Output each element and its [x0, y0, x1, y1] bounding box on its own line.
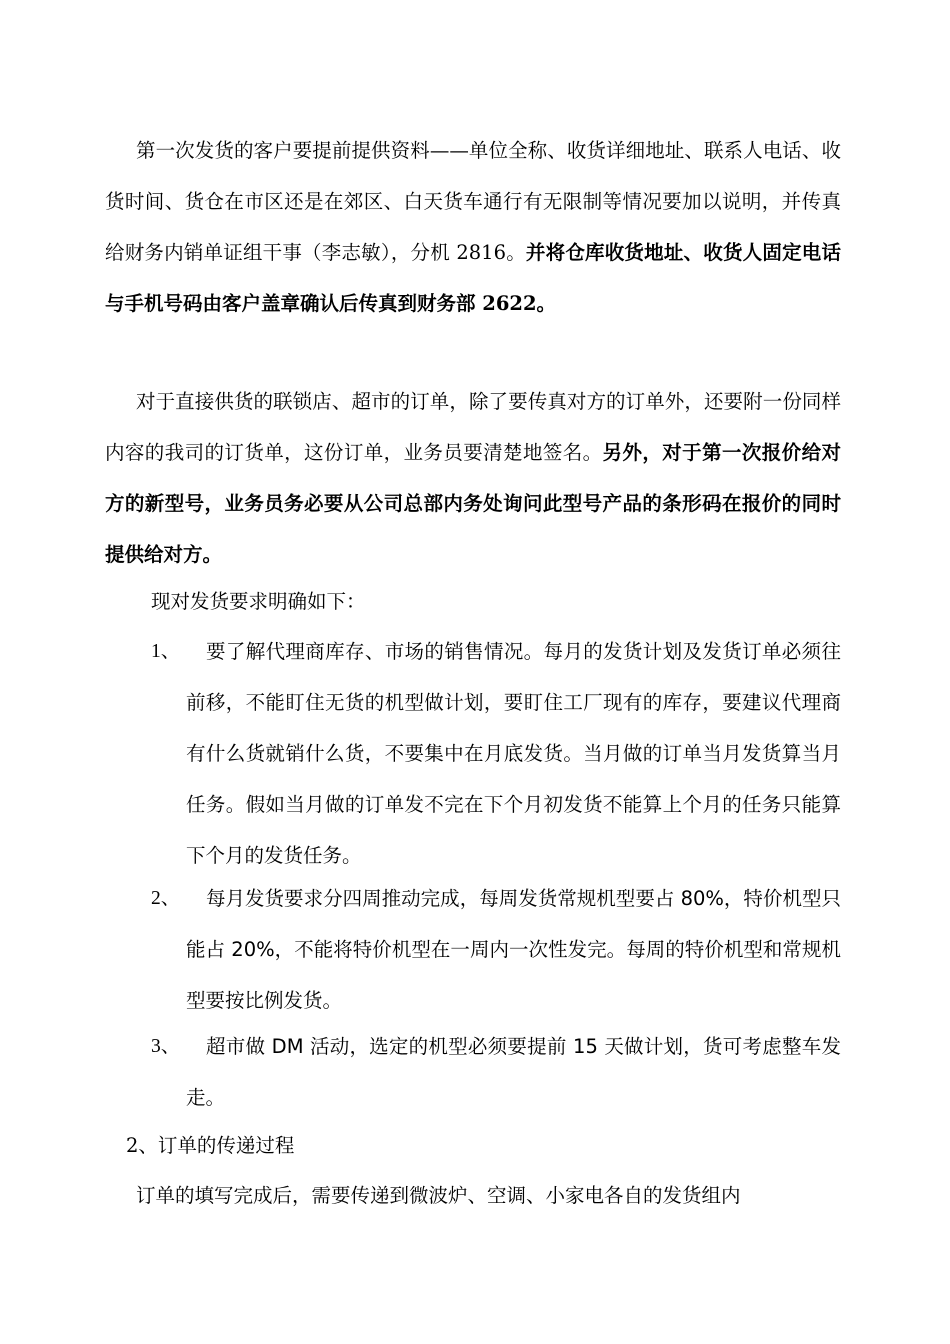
paragraph-bold-text: 另外，对于第一次报价给对方的新型号，业务员务必要从公司总部内务处询问此型号产品的条形码在报价的同时提供给对方。 [105, 441, 841, 566]
list-item-text: 超市做 DM 活动，选定的机型必须要提前 15 天做计划，货可考虑整车发走。 [186, 1035, 841, 1109]
list-item-text: 要了解代理商库存、市场的销售情况。每月的发货计划及发货订单必须往前移，不能盯住无货的机型做计划，要盯住工厂现有的库存，要建议代理商有什么货就销什么货，不要集中在月底发货。当月做的订单当月发货算当月任务。假如当月做的订单发不完在下个月初发货不能算上个月的任务只能算下个月的发货任务。 [186, 640, 841, 867]
paragraph-chain-stores [105, 376, 841, 580]
paragraph-normal-text: 对于直接供货的联锁店、超市的订单，除了要传真对方的订单外，还要附一份同样内容的我司的订货单，这份订单，业务员要清楚地签名。 [105, 390, 841, 464]
requirements-intro: 现对发货要求明确如下： [151, 590, 366, 613]
paragraph-bold-text: 并将仓库收货地址、收货人固定电话与手机号码由客户盖章确认后传真到财务部 2622。 [105, 241, 841, 315]
paragraph-first-shipment [105, 125, 841, 329]
list-item [151, 873, 841, 1026]
list-item-number: 1、 [151, 641, 181, 662]
paragraph-order-transfer: 订单的填写完成后，需要传递到微波炉、空调、小家电各自的发货组内 [136, 1184, 741, 1207]
paragraph-normal-text: 第一次发货的客户要提前提供资料——单位全称、收货详细地址、联系人电话、收货时间、货仓在市区还是在郊区、白天货车通行有无限制等情况要加以说明，并传真给财务内销单证组干事（李志敏），分机 2816。 [105, 139, 841, 264]
list-item [151, 1021, 841, 1123]
list-item-number: 3、 [151, 1036, 181, 1057]
list-item-text: 每月发货要求分四周推动完成，每周发货常规机型要占 80%，特价机型只能占 20%，不能将特价机型在一周内一次性发完。每周的特价机型和常规机型要按比例发货。 [186, 887, 841, 1012]
section-heading: 2、订单的传递过程 [126, 1134, 295, 1157]
list-item-number: 2、 [151, 888, 181, 909]
list-item [151, 626, 841, 881]
